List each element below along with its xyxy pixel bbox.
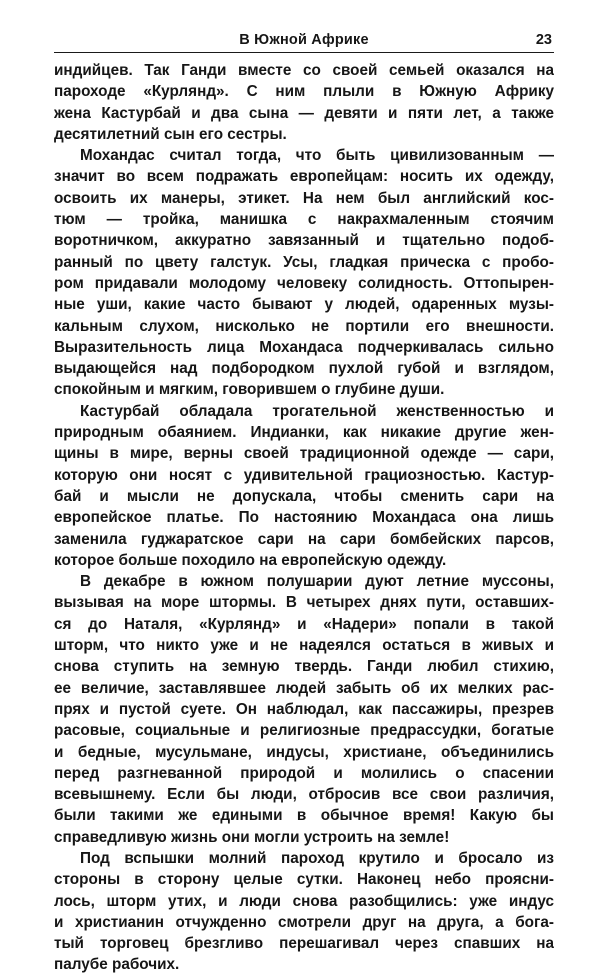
text-line: кальным слухом, нисколько не портили его внешности. (54, 317, 554, 335)
text-line: ее величие, заставлявшее людей забыть об их мелких рас- (54, 679, 554, 697)
text-line: тюм — тройка, манишка с накрахмаленным стоячим (54, 211, 554, 229)
text-line: ные уши, какие часто бывают у людей, одаренных музы- (54, 296, 554, 314)
paragraph (54, 571, 554, 848)
body-text (54, 60, 554, 976)
text-line: В декабре в южном полушарии дуют летние муссоны, (80, 573, 554, 591)
text-line: и христианин отчужденно смотрели друг на друга, а бога- (54, 913, 554, 931)
text-line: значит во всем подражать европейцам: носить их одежду, (54, 168, 554, 186)
text-line: Мохандас считал тогда, что быть цивилизованным — (80, 147, 554, 165)
text-line: спокойным и мягким, говорившем о глубине души. (54, 381, 445, 399)
paragraph (54, 60, 554, 145)
text-line: Под вспышки молний пароход крутило и бросало из (80, 849, 554, 867)
text-line: Кастурбай обладала трогательной женственностью и (80, 402, 554, 420)
text-line: пароходе «Курлянд». С ним плыли в Южную Африку (54, 83, 554, 101)
text-line: расовые, социальные и религиозные предрассудки, богатые (54, 722, 554, 740)
text-line: снова ступить на земную твердь. Ганди любил стихию, (54, 658, 554, 676)
text-line: ранный по цвету галстук. Усы, гладкая прическа с пробо- (54, 253, 554, 271)
text-line: тый торговец брезгливо перешагивал через спавших на (54, 935, 554, 953)
text-line: были такими же едиными в обычное время! Какую бы (54, 807, 554, 825)
text-line: жена Кастурбай и два сына — девяти и пяти лет, а также (54, 104, 554, 122)
text-line: европейское платье. По настоянию Мохандаса она лишь (54, 509, 554, 527)
text-line: природным обаянием. Индианки, как никакие другие жен- (54, 424, 554, 442)
text-line: которое больше походило на европейскую одежду. (54, 551, 447, 569)
paragraph (54, 848, 554, 976)
text-line: воротничком, аккуратно завязанный и тщательно подоб- (54, 232, 554, 250)
text-line: десятилетний сын его сестры. (54, 125, 287, 143)
page-number: 23 (535, 32, 552, 48)
text-line: освоить их манеры, этикет. На нем был английский кос- (54, 189, 554, 207)
text-line: Выразительность лица Мохандаса подчеркивалась сильно (54, 338, 554, 356)
text-line: ся до Наталя, «Курлянд» и «Надери» попали в такой (54, 615, 554, 633)
text-line: вызывая на море штормы. В четырех днях пути, оставших- (54, 594, 554, 612)
running-title: В Южной Африке (239, 32, 369, 48)
text-line: стороны в сторону целые сутки. Наконец небо проясни- (54, 871, 554, 889)
text-line: ром придавали молодому человеку солидность. Оттопырен- (54, 274, 554, 292)
text-line: индийцев. Так Ганди вместе со своей семьей оказался на (54, 62, 554, 79)
text-line: перед разгневанной природой и молились о спасении (54, 764, 554, 782)
paragraph (54, 145, 554, 401)
text-line: справедливую жизнь они могли устроить на земле! (54, 828, 450, 846)
text-line: и бедные, мусульмане, индусы, христиане, объединились (54, 743, 554, 761)
text-line: бай и мысли не допускала, чтобы сменить сари на (54, 487, 554, 505)
text-line: выдающейся над подбородком пухлой губой и взглядом, (54, 360, 554, 378)
text-line: щины в мире, верны своей традиционной одежде — сари, (54, 445, 554, 463)
text-line: всевышнему. Если бы люди, отбросив все свои различия, (54, 786, 554, 804)
text-line: заменила гуджаратское сари на сари бомбейских парсов, (54, 530, 554, 548)
text-line: лось, шторм утих, и люди снова разобщились: уже индус (54, 892, 554, 910)
text-line: которую они носят с удивительной грациозностью. Кастур- (54, 466, 554, 484)
text-line: шторм, что никто уже и не надеялся остаться в живых и (54, 637, 554, 655)
text-line: палубе рабочих. (54, 956, 180, 974)
page-header (54, 30, 554, 53)
text-line: прях и пустой суете. Он наблюдал, как пассажиры, презрев (54, 700, 554, 718)
paragraph (54, 401, 554, 571)
